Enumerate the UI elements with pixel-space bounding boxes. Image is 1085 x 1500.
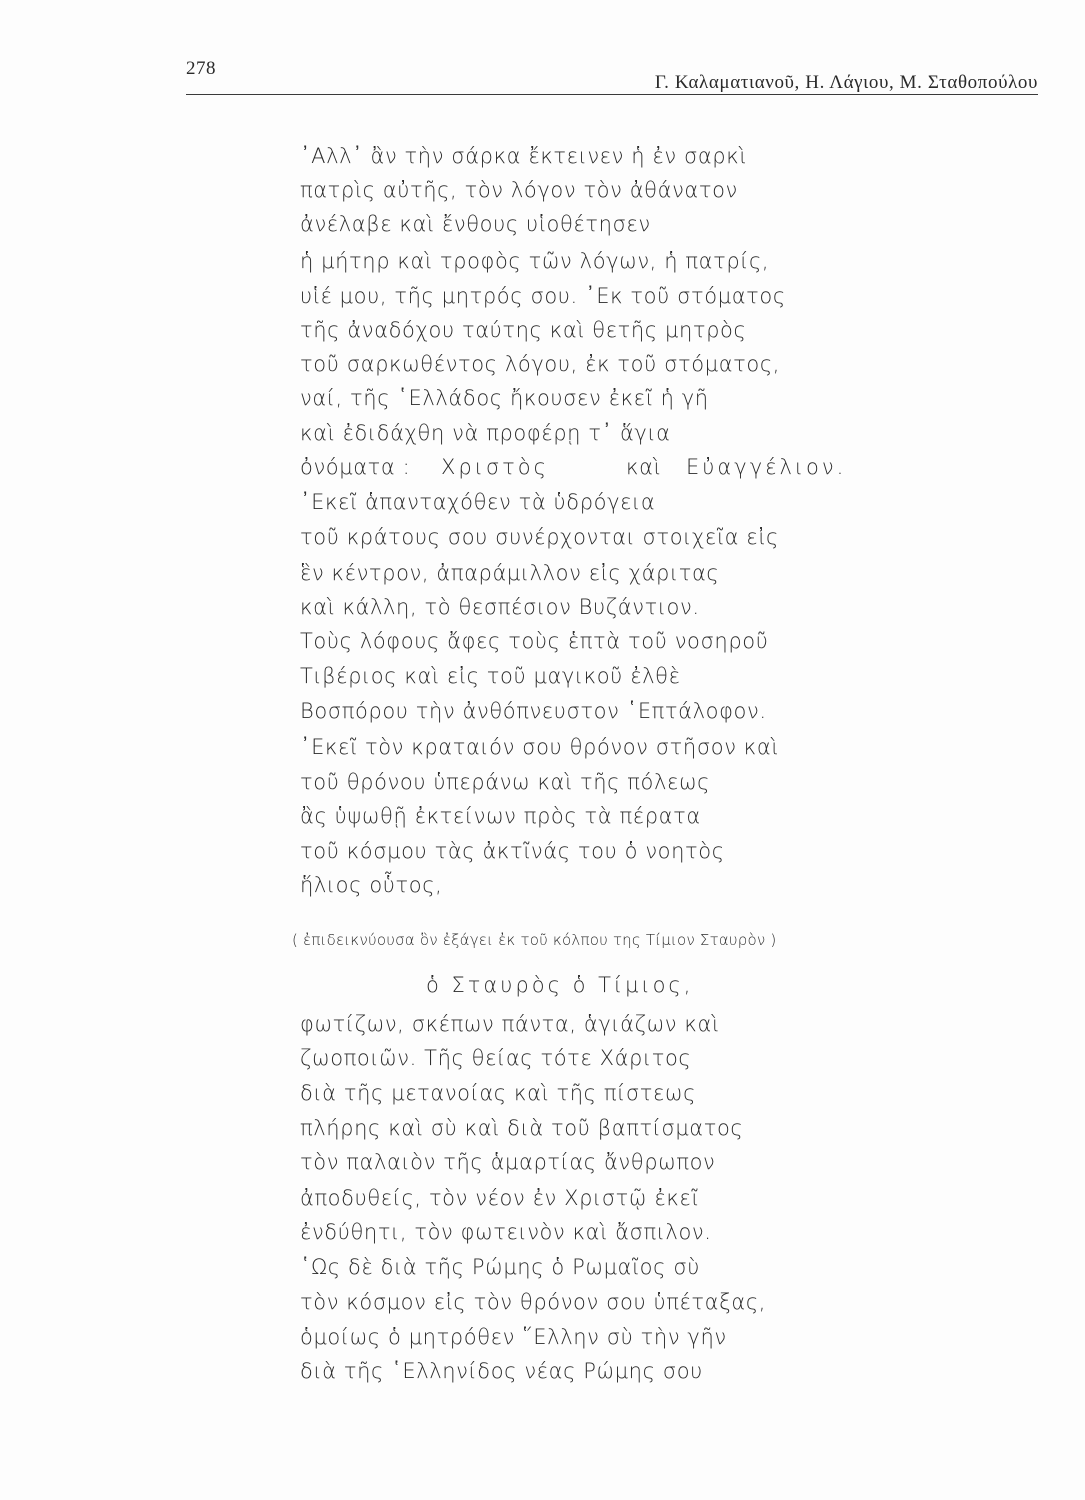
poem-line: τοῦ θρόνου ὑπεράνω καὶ τῆς πόλεως: [300, 770, 711, 794]
poem-line: φωτίζων, σκέπων πάντα, ἁγιάζων καὶ: [300, 1012, 720, 1036]
poem-line: υἱέ μου, τῆς μητρός σου. ᾿Εκ τοῦ στόματος: [300, 284, 786, 308]
poem-line: Βοσπόρου τὴν ἀνθόπνευστον ῾Επτάλοφον.: [300, 699, 767, 723]
poem-line: τοῦ κράτους σου συνέρχονται στοιχεῖα εἰς: [300, 525, 779, 549]
poem-line: ἡ μήτηρ καὶ τροφὸς τῶν λόγων, ἡ πατρίς,: [300, 249, 770, 273]
poem-line: πλήρης καὶ σὺ καὶ διὰ τοῦ βαπτίσματος: [300, 1116, 744, 1140]
poem-line: πατρὶς αὐτῆς, τὸν λόγον τὸν ἀθάνατον: [300, 178, 738, 202]
poem-line: Τιβέριος καὶ εἰς τοῦ μαγικοῦ ἐλθὲ: [300, 664, 681, 688]
poem-line: ναί, τῆς ῾Ελλάδος ἤκουσεν ἐκεῖ ἡ γῆ: [300, 386, 709, 410]
poem-line: ᾿Αλλ᾿ ἂν τὴν σάρκα ἔκτεινεν ἡ ἐν σαρκὶ: [300, 144, 748, 168]
poem-line: τὸν κόσμον εἰς τὸν θρόνον σου ὑπέταξας,: [300, 1290, 767, 1314]
poem-line: ἥλιος οὗτος,: [300, 873, 443, 897]
poem-line: ἓν κέντρον, ἀπαράμιλλον εἰς χάριτας: [300, 561, 720, 585]
poem-line: ὀνόματα :: [300, 455, 411, 479]
poem-line: ἂς ὑψωθῇ ἐκτείνων πρὸς τὰ πέρατα: [300, 804, 701, 828]
poem-line: ὁμοίως ὁ μητρόθεν ῞Ελλην σὺ τὴν γῆν: [300, 1325, 727, 1349]
poem-line: ἀνέλαβε καὶ ἔνθους υἱοθέτησεν: [300, 212, 651, 236]
poem-line: ῾Ως δὲ διὰ τῆς Ρώμης ὁ Ρωμαῖος σὺ: [300, 1255, 700, 1279]
poem-line-emphasis: Εὐαγγέλιον.: [686, 455, 847, 479]
poem-line: Τοὺς λόφους ἄφες τοὺς ἑπτὰ τοῦ νοσηροῦ: [300, 629, 769, 653]
header-authors: Γ. Καλαματιανοῦ, Η. Λάγιου, Μ. Σταθοπούλου: [654, 72, 1038, 93]
poem-line: ζωοποιῶν. Τῆς θείας τότε Χάριτος: [300, 1046, 692, 1070]
poem-line: καὶ: [626, 455, 662, 479]
poem-line-emphasis: ὁ Σταυρὸς ὁ Τίμιος,: [426, 973, 694, 997]
poem-line: τὸν παλαιὸν τῆς ἁμαρτίας ἄνθρωπον: [300, 1150, 716, 1174]
stage-direction: ( ἐπιδεικνύουσα ὃν ἐξάγει ἐκ τοῦ κόλπου της Τίμιον Σταυρὸν ): [292, 931, 777, 949]
poem-line: ᾿Εκεῖ ἁπανταχόθεν τὰ ὑδρόγεια: [300, 490, 656, 514]
poem-line: καὶ ἐδιδάχθη νὰ προφέρῃ τ᾿ ἅγια: [300, 421, 671, 445]
poem-line-emphasis: Χριστὸς: [441, 455, 549, 479]
poem-line: ἐνδύθητι, τὸν φωτεινὸν καὶ ἄσπιλον.: [300, 1220, 712, 1244]
poem-line: τοῦ σαρκωθέντος λόγου, ἐκ τοῦ στόματος,: [300, 352, 781, 376]
poem-line: τῆς ἀναδόχου ταύτης καὶ θετῆς μητρὸς: [300, 318, 747, 342]
poem-line: καὶ κάλλη, τὸ θεσπέσιον Βυζάντιον.: [300, 595, 700, 619]
poem-line: διὰ τῆς ῾Ελληνίδος νέας Ρώμης σου: [300, 1359, 703, 1383]
poem-line: τοῦ κόσμου τὰς ἀκτῖνάς του ὁ νοητὸς: [300, 839, 725, 863]
poem-line: ἀποδυθείς, τὸν νέον ἐν Χριστῷ ἐκεῖ: [300, 1186, 700, 1210]
page-number: 278: [186, 58, 216, 79]
poem-line: ᾿Εκεῖ τὸν κραταιόν σου θρόνον στῆσον καὶ: [300, 735, 780, 759]
poem-line: διὰ τῆς μετανοίας καὶ τῆς πίστεως: [300, 1081, 697, 1105]
